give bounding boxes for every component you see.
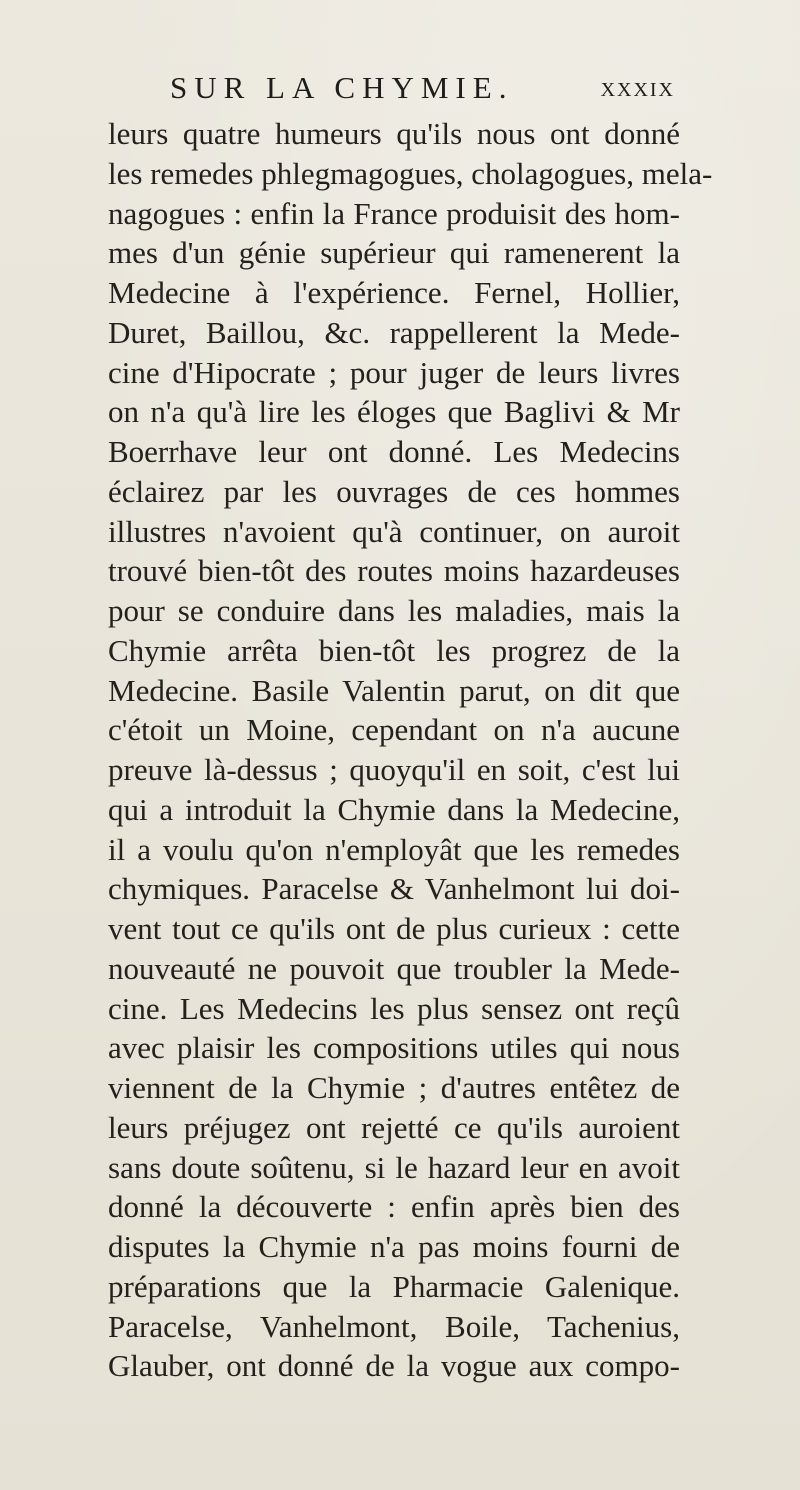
- text-line: Glauber, ont donné de la vogue aux compo-: [108, 1348, 680, 1384]
- text-line: sans doute soûtenu, si le hazard leur en avoit: [108, 1149, 680, 1185]
- text-line: preuve là-dessus ; quoyqu'il en soit, c'est lui: [108, 752, 680, 787]
- text-line: leurs préjugez ont rejetté ce qu'ils auroient: [108, 1109, 680, 1145]
- text-line: Duret, Baillou, &c. rappellerent la Mede-: [108, 314, 680, 350]
- text-line: les remedes phlegmagogues, cholagogues, mela-: [108, 155, 713, 191]
- text-line: viennent de la Chymie ; d'autres entêtez de: [108, 1070, 680, 1105]
- text-line: Medecine. Basile Valentin parut, on dit que: [108, 672, 680, 708]
- text-line: Paracelse, Vanhelmont, Boile, Tachenius,: [108, 1308, 680, 1344]
- body-text: [108, 114, 713, 1386]
- text-line: mes d'un génie supérieur qui ramenerent la: [108, 235, 680, 271]
- text-line: illustres n'avoient qu'à continuer, on auroit: [108, 513, 680, 549]
- text-line: avec plaisir les compositions utiles qui nous: [108, 1030, 680, 1066]
- page-header: [170, 70, 675, 110]
- text-line: disputes la Chymie n'a pas moins fourni de: [108, 1229, 680, 1264]
- text-line: Boerrhave leur ont donné. Les Medecins: [108, 434, 680, 469]
- text-line: vent tout ce qu'ils ont de plus curieux : cette: [108, 911, 680, 946]
- text-line: éclairez par les ouvrages de ces hommes: [108, 473, 680, 509]
- text-line: trouvé bien-tôt des routes moins hazardeuses: [108, 553, 680, 589]
- text-line: chymiques. Paracelse & Vanhelmont lui doi-: [108, 871, 680, 907]
- text-line: il a voulu qu'on n'employât que les remedes: [108, 831, 680, 867]
- running-head: SUR LA CHYMIE.: [170, 70, 514, 105]
- text-line: Chymie arrêta bien-tôt les progrez de la: [108, 632, 680, 668]
- text-line: pour se conduire dans les maladies, mais la: [108, 593, 680, 628]
- text-line: qui a introduit la Chymie dans la Medecine,: [108, 791, 680, 827]
- text-line: Medecine à l'expérience. Fernel, Hollier,: [108, 275, 680, 310]
- text-line: préparations que la Pharmacie Galenique.: [108, 1268, 680, 1304]
- text-line: nouveauté ne pouvoit que troubler la Mede-: [108, 950, 680, 986]
- text-line: nagogues : enfin la France produisit des hom-: [108, 195, 680, 231]
- text-line: on n'a qu'à lire les éloges que Baglivi & Mr: [108, 394, 680, 430]
- text-line: leurs quatre humeurs qu'ils nous ont donné: [108, 116, 680, 151]
- text-line: cine d'Hipocrate ; pour juger de leurs livres: [108, 354, 680, 390]
- page-number: xxxix: [600, 72, 675, 103]
- text-line: c'étoit un Moine, cependant on n'a aucune: [108, 712, 680, 748]
- text-line: cine. Les Medecins les plus sensez ont reçû: [108, 990, 680, 1026]
- text-line: donné la découverte : enfin après bien des: [108, 1189, 680, 1225]
